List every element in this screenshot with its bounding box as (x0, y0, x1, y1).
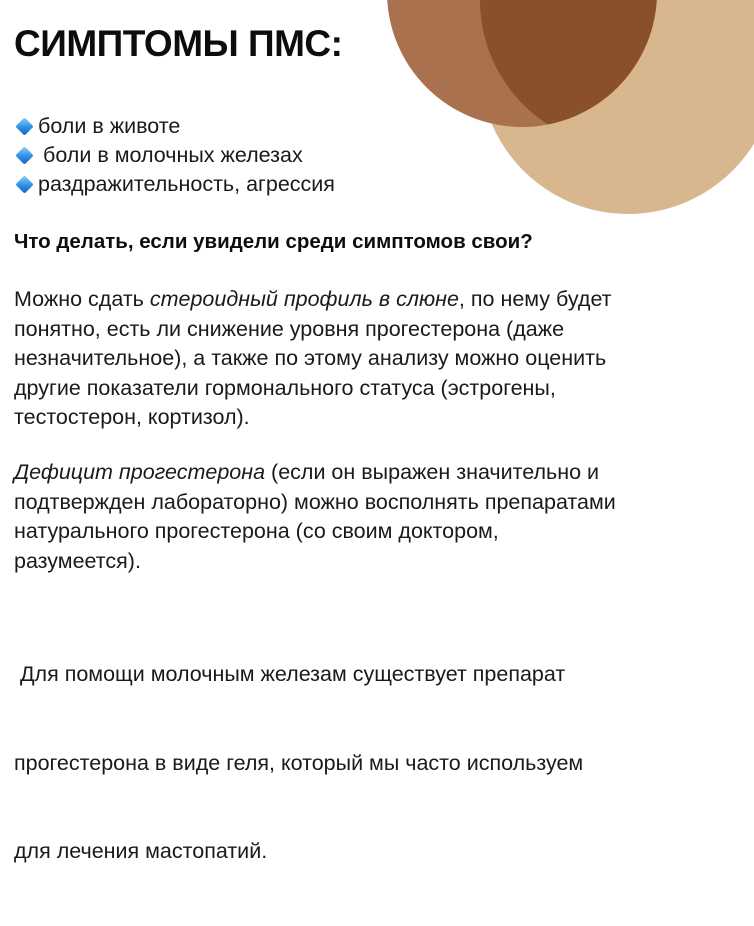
paragraph-line: понятно, есть ли снижение уровня прогестерона (даже (14, 316, 565, 341)
list-item (16, 141, 335, 170)
paragraph-line: другие показатели гормонального статуса (эстрогены, (14, 375, 556, 400)
symptom-text: боли в молочных железах (43, 143, 303, 167)
small-blue-diamond-icon (15, 117, 33, 135)
text-run: Можно сдать (14, 287, 150, 311)
small-blue-diamond-icon (15, 175, 33, 193)
paragraph-saliva-test (14, 285, 612, 433)
page-title: СИМПТОМЫ ПМС: (14, 23, 343, 64)
text-run: (если он выражен значительно и (265, 460, 600, 484)
small-blue-diamond-icon (15, 146, 33, 164)
emphasis-text: стероидный профиль в слюне (149, 287, 459, 311)
paragraph-line (14, 285, 612, 315)
paragraph-line: разумеется). (14, 548, 141, 573)
symptom-list (16, 112, 335, 199)
paragraph-line: прогестерона в виде геля, который мы часто используем (14, 750, 584, 775)
paragraph-gel (14, 601, 583, 926)
paragraph-line: для лечения мастопатий. (14, 839, 268, 863)
paragraph-line: Для помощи молочным железам существует препарат (14, 662, 566, 686)
list-item (16, 112, 335, 141)
text-run: , по нему будет (458, 287, 612, 311)
paragraph-progesterone-deficit (14, 458, 616, 576)
question-heading: Что делать, если увидели среди симптомов свои? (14, 230, 533, 253)
paragraph-line: тестостерон, кортизол). (14, 405, 250, 429)
symptom-text: раздражительность, агрессия (38, 172, 335, 196)
paragraph-line: незначительное), а также по этому анализу можно оценить (14, 346, 607, 370)
paragraph-line: натурального прогестерона (со своим доктором, (14, 519, 499, 543)
paragraph-line: подтвержден лабораторно) можно восполнять препаратами (14, 489, 616, 514)
symptom-text: боли в животе (38, 114, 181, 138)
paragraph-line (14, 458, 616, 488)
emphasis-text: Дефицит прогестерона (14, 460, 266, 484)
list-item (16, 170, 335, 199)
